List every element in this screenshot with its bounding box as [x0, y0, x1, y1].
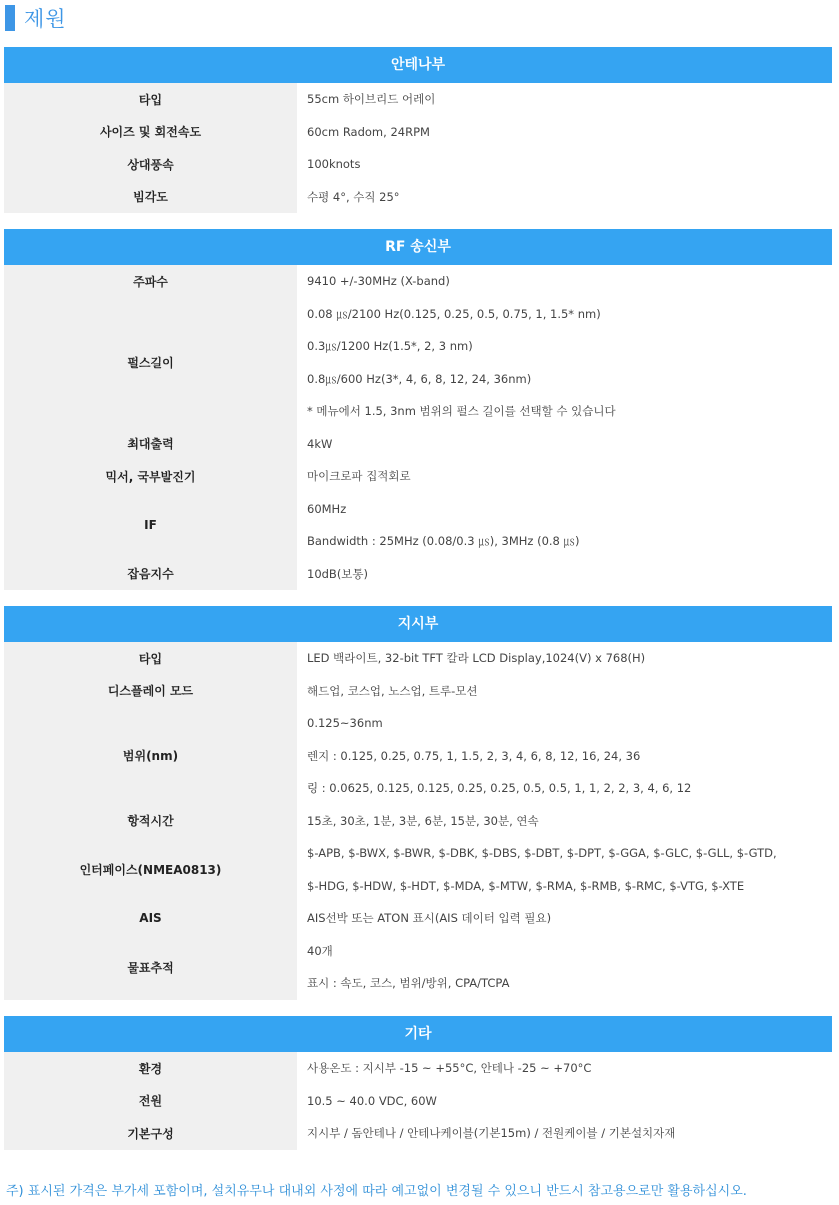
spec-value: 15초, 30초, 1분, 3분, 6분, 15분, 30분, 연속	[307, 813, 539, 828]
spec-value-cell	[297, 837, 832, 902]
spec-row	[4, 707, 832, 805]
spec-row	[4, 1085, 832, 1118]
spec-row	[4, 935, 832, 1000]
spec-value-cell	[297, 83, 832, 116]
spec-label: 범위(nm)	[4, 707, 297, 805]
spec-section	[4, 229, 832, 590]
spec-value-cell	[297, 902, 832, 935]
spec-row	[4, 148, 832, 181]
spec-label: 펄스길이	[4, 298, 297, 428]
spec-value-cell	[297, 116, 832, 149]
spec-value: * 메뉴에서 1.5, 3nm 범위의 펄스 길이를 선택할 수 있습니다	[307, 404, 616, 418]
spec-row	[4, 1117, 832, 1150]
spec-row	[4, 116, 832, 149]
spec-value: 55cm 하이브리드 어레이	[307, 92, 436, 106]
spec-value-cell	[297, 707, 832, 805]
spec-value: 0.08 ㎲/2100 Hz(0.125, 0.25, 0.5, 0.75, 1, 1.5* nm)	[307, 306, 601, 321]
spec-value: 4kW	[307, 436, 333, 451]
spec-label: 잡음지수	[4, 558, 297, 591]
spec-section	[4, 47, 832, 213]
spec-value-cell	[297, 1085, 832, 1118]
spec-label: 주파수	[4, 265, 297, 298]
spec-label: 환경	[4, 1052, 297, 1085]
spec-value-cell	[297, 148, 832, 181]
price-footnote: 주) 표시된 가격은 부가세 포함이며, 설치유무나 대내외 사정에 따라 예고없이 변경될 수 있으니 반드시 참고용으로만 활용하십시오.	[6, 1184, 747, 1199]
spec-row	[4, 1052, 832, 1085]
spec-value: 수평 4°, 수직 25°	[307, 189, 400, 204]
spec-value: 0.3㎲/1200 Hz(1.5*, 2, 3 nm)	[307, 339, 473, 353]
spec-value-cell	[297, 1052, 832, 1085]
spec-label: 물표추적	[4, 935, 297, 1000]
section-header: 안테나부	[4, 47, 832, 83]
spec-value: 사용온도 : 지시부 -15 ~ +55°C, 안테나 -25 ~ +70°C	[307, 1061, 592, 1075]
spec-value-cell	[297, 493, 832, 558]
spec-value-cell	[297, 675, 832, 708]
spec-value: 9410 +/-30MHz (X-band)	[307, 274, 450, 288]
spec-value: 표시 : 속도, 코스, 범위/방위, CPA/TCPA	[307, 976, 510, 990]
spec-label: 최대출력	[4, 428, 297, 461]
spec-value: 링 : 0.0625, 0.125, 0.125, 0.25, 0.25, 0.5, 0.5, 1, 1, 2, 2, 3, 4, 6, 12	[307, 781, 692, 795]
spec-value: 해드업, 코스업, 노스업, 트루-모션	[307, 683, 478, 698]
spec-value: 10.5 ~ 40.0 VDC, 60W	[307, 1093, 437, 1108]
spec-value-cell	[297, 558, 832, 591]
spec-value: 60cm Radom, 24RPM	[307, 124, 430, 139]
spec-value-cell	[297, 642, 832, 675]
spec-row	[4, 298, 832, 428]
spec-value: 60MHz	[307, 501, 347, 516]
spec-row	[4, 675, 832, 708]
spec-label: 타입	[4, 642, 297, 675]
spec-row	[4, 902, 832, 935]
spec-value: 지시부 / 돔안테나 / 안테나케이블(기본15m) / 전원케이블 / 기본설치자재	[307, 1126, 676, 1140]
spec-row	[4, 265, 832, 298]
spec-value-cell	[297, 428, 832, 461]
section-header: 기타	[4, 1016, 832, 1052]
spec-section	[4, 606, 832, 1000]
spec-value: 100knots	[307, 157, 361, 171]
spec-row	[4, 493, 832, 558]
spec-label: 항적시간	[4, 805, 297, 838]
page-title-bar	[5, 4, 67, 31]
spec-value: 0.8㎲/600 Hz(3*, 4, 6, 8, 12, 24, 36nm)	[307, 371, 532, 386]
spec-section	[4, 1016, 832, 1150]
spec-row	[4, 83, 832, 116]
spec-value: Bandwidth : 25MHz (0.08/0.3 ㎲), 3MHz (0.8 ㎲)	[307, 534, 580, 548]
spec-row	[4, 642, 832, 675]
spec-value: 10dB(보통)	[307, 566, 369, 581]
spec-value-cell	[297, 181, 832, 214]
spec-row	[4, 460, 832, 493]
spec-label: 인터페이스(NMEA0813)	[4, 837, 297, 902]
spec-label: AIS	[4, 902, 297, 935]
spec-value: $-HDG, $-HDW, $-HDT, $-MDA, $-MTW, $-RMA, $-RMB, $-RMC, $-VTG, $-XTE	[307, 878, 745, 893]
spec-row	[4, 805, 832, 838]
spec-label: 기본구성	[4, 1117, 297, 1150]
spec-label: 타입	[4, 83, 297, 116]
section-header: RF 송신부	[4, 229, 832, 265]
spec-value-cell	[297, 805, 832, 838]
spec-value: $-APB, $-BWX, $-BWR, $-DBK, $-DBS, $-DBT, $-DPT, $-GGA, $-GLC, $-GLL, $-GTD,	[307, 846, 777, 860]
spec-value-cell	[297, 1117, 832, 1150]
spec-value: AIS선박 또는 ATON 표시(AIS 데이터 입력 필요)	[307, 911, 552, 925]
spec-label: 빔각도	[4, 181, 297, 214]
spec-label: 사이즈 및 회전속도	[4, 116, 297, 149]
spec-value-cell	[297, 935, 832, 1000]
spec-value: 렌지 : 0.125, 0.25, 0.75, 1, 1.5, 2, 3, 4, 6, 8, 12, 16, 24, 36	[307, 748, 641, 763]
spec-label: 디스플레이 모드	[4, 675, 297, 708]
spec-value-cell	[297, 298, 832, 428]
spec-row	[4, 558, 832, 591]
spec-value: 40개	[307, 943, 333, 958]
spec-value-cell	[297, 460, 832, 493]
spec-value: LED 백라이트, 32-bit TFT 칼라 LCD Display,1024(V) x 768(H)	[307, 651, 646, 665]
spec-row	[4, 181, 832, 214]
spec-label: 믹서, 국부발진기	[4, 460, 297, 493]
spec-value: 마이크로파 집적회로	[307, 469, 411, 483]
spec-row	[4, 428, 832, 461]
spec-value-cell	[297, 265, 832, 298]
spec-label: 상대풍속	[4, 148, 297, 181]
spec-label: IF	[4, 493, 297, 558]
title-accent-mark	[5, 5, 15, 31]
spec-value: 0.125~36nm	[307, 716, 383, 730]
spec-row	[4, 837, 832, 902]
spec-label: 전원	[4, 1085, 297, 1118]
page-title: 제원	[24, 6, 67, 31]
section-header: 지시부	[4, 606, 832, 642]
